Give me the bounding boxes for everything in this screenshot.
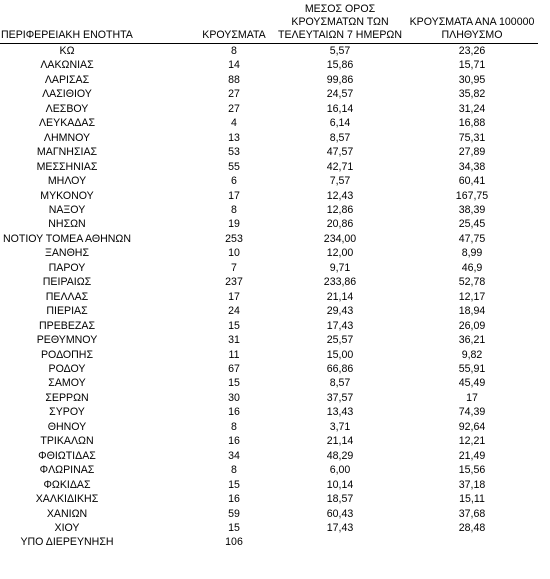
table-row: [0, 145, 538, 159]
cell-per100k: 31,24: [458, 102, 486, 115]
cell-avg7: 18,57: [326, 493, 354, 506]
cell-avg7: 5,57: [329, 45, 351, 57]
cell-region: ΚΩ: [59, 45, 75, 57]
cell-per100k: 27,89: [458, 146, 486, 159]
table-row: [0, 463, 538, 477]
cell-cases: 11: [228, 348, 240, 361]
cell-cases: 15: [228, 377, 240, 390]
table-row: [0, 333, 538, 347]
cell-avg7: 12,86: [326, 203, 354, 216]
column-header-per100k-line-1: ΚΡΟΥΣΜΑΤΑ ΑΝΑ 100000: [409, 16, 535, 28]
cell-avg7: 17,43: [326, 319, 354, 332]
cell-per100k: 45,49: [458, 377, 486, 390]
cell-per100k: 17: [466, 391, 478, 404]
cell-avg7: 8,57: [329, 377, 351, 390]
cell-region: ΜΗΛΟΥ: [47, 175, 87, 188]
table-row: [0, 304, 538, 318]
cell-per100k: 12,17: [458, 290, 486, 303]
cell-avg7: 16,14: [326, 102, 354, 115]
cell-region: ΧΑΛΚΙΔΙΚΗΣ: [35, 493, 99, 506]
cell-per100k: 52,78: [458, 276, 486, 289]
cell-region: ΛΑΣΙΘΙΟΥ: [42, 88, 92, 101]
cell-region: ΣΑΜΟΥ: [48, 377, 86, 390]
cell-avg7: 99,86: [326, 73, 354, 86]
column-header-avg7-line-2: ΚΡΟΥΣΜΑΤΩΝ ΤΩΝ: [291, 16, 389, 28]
table-row: [0, 376, 538, 390]
cell-region: ΛΕΣΒΟΥ: [45, 102, 89, 115]
cell-per100k: 37,18: [458, 478, 486, 491]
cell-avg7: 25,57: [326, 334, 354, 347]
cell-per100k: 15,11: [459, 493, 485, 506]
table-header: [0, 1, 538, 44]
cell-avg7: 21,14: [326, 435, 354, 448]
cell-cases: 8: [231, 203, 237, 216]
cell-region: ΣΥΡΟΥ: [49, 406, 85, 419]
cell-per100k: 18,94: [458, 305, 486, 318]
cell-region: ΠΕΙΡΑΙΩΣ: [42, 276, 92, 289]
cell-region: ΛΑΚΩΝΙΑΣ: [40, 59, 94, 72]
column-header-cases-line: ΚΡΟΥΣΜΑΤΑ: [202, 29, 266, 41]
cell-avg7: 10,14: [326, 478, 354, 491]
cell-region: ΠΙΕΡΙΑΣ: [46, 305, 88, 318]
cell-per100k: 167,75: [455, 189, 489, 202]
cell-region: ΝΑΞΟΥ: [48, 203, 86, 216]
cell-per100k: 28,48: [458, 521, 486, 534]
cell-per100k: 55,91: [458, 362, 486, 375]
cell-region: ΜΑΓΝΗΣΙΑΣ: [36, 146, 98, 159]
cell-cases: 7: [231, 261, 237, 274]
cell-avg7: 12,00: [326, 247, 354, 260]
cell-avg7: 234,00: [323, 232, 357, 245]
table-row: [0, 319, 538, 333]
cell-avg7: 42,71: [326, 160, 354, 173]
cell-cases: 16: [228, 406, 240, 419]
cell-per100k: 37,68: [458, 507, 486, 520]
table-row: [0, 535, 538, 549]
cell-cases: 34: [228, 449, 240, 462]
cell-avg7: 29,43: [326, 305, 354, 318]
table-row: [0, 232, 538, 246]
cell-avg7: 15,86: [326, 59, 354, 72]
column-header-per100k: [406, 1, 538, 44]
cell-per100k: 60,41: [458, 175, 486, 188]
cell-per100k: 92,64: [458, 420, 486, 433]
cell-per100k: 23,26: [458, 45, 486, 57]
cell-per100k: 36,21: [458, 334, 486, 347]
cell-avg7: 12,43: [326, 189, 354, 202]
cell-cases: 27: [228, 88, 240, 101]
column-header-per100k-line-2: ΠΛΗΘΥΣΜΟ: [441, 29, 503, 41]
cell-cases: 13: [228, 131, 240, 144]
table-row: [0, 116, 538, 130]
cell-per100k: 34,38: [458, 160, 486, 173]
cell-region: ΥΠΟ ΔΙΕΡΕΥΝΗΣΗ: [20, 536, 114, 549]
cell-per100k: 15,56: [458, 464, 486, 477]
cell-cases: 24: [228, 305, 240, 318]
table-row: [0, 246, 538, 260]
cell-region: ΦΩΚΙΔΑΣ: [43, 478, 91, 491]
cell-avg7: 7,57: [329, 175, 351, 188]
table-row: [0, 492, 538, 506]
cell-region: ΛΗΜΝΟΥ: [43, 131, 91, 144]
cell-cases: 15: [228, 478, 240, 491]
cell-avg7: 17,43: [326, 521, 354, 534]
cell-per100k: 35,82: [458, 88, 486, 101]
cell-avg7: 60,43: [326, 507, 354, 520]
cell-cases: 59: [228, 507, 240, 520]
table-row: [0, 174, 538, 188]
cell-region: ΤΡΙΚΑΛΩΝ: [40, 435, 94, 448]
table-row: [0, 189, 538, 203]
cell-cases: 4: [231, 117, 237, 130]
cell-per100k: 8,99: [461, 247, 483, 260]
cell-region: ΦΛΩΡΙΝΑΣ: [39, 464, 95, 477]
cell-cases: 17: [228, 290, 240, 303]
cell-region: ΛΑΡΙΣΑΣ: [44, 73, 90, 86]
table-row: [0, 348, 538, 362]
cell-region: ΧΑΝΙΩΝ: [46, 507, 88, 520]
cell-region: ΠΡΕΒΕΖΑΣ: [39, 319, 95, 332]
cell-region: ΡΟΔΟΥ: [48, 362, 86, 375]
cell-region: ΘΗΝΟΥ: [47, 420, 87, 433]
table-row: [0, 521, 538, 535]
cell-avg7: 13,43: [326, 406, 354, 419]
table-row: [0, 362, 538, 376]
cell-avg7: 24,57: [326, 88, 354, 101]
header-row: [0, 1, 538, 44]
column-header-cases: [134, 1, 274, 44]
cell-cases: 17: [228, 189, 240, 202]
cell-per100k: 9,82: [461, 348, 483, 361]
cell-region: ΧΙΟΥ: [54, 521, 80, 534]
cell-avg7: 8,57: [329, 131, 351, 144]
cell-region: ΜΥΚΟΝΟΥ: [40, 189, 94, 202]
cell-cases: 106: [225, 536, 243, 549]
table-row: [0, 73, 538, 87]
cell-avg7: 66,86: [326, 362, 354, 375]
cell-cases: 8: [231, 464, 237, 477]
cell-per100k: 74,39: [458, 406, 486, 419]
table-row: [0, 261, 538, 275]
cell-per100k: 25,45: [458, 218, 486, 231]
regional-cases-table: [0, 1, 538, 550]
table-row: [0, 203, 538, 217]
cell-per100k: 75,31: [458, 131, 486, 144]
cell-cases: 14: [228, 59, 240, 72]
cell-cases: 8: [231, 45, 237, 57]
column-header-avg7-line-3: ΤΕΛΕΥΤΑΙΩΝ 7 ΗΜΕΡΩΝ: [278, 29, 402, 41]
cell-cases: 30: [228, 391, 240, 404]
cell-cases: 237: [225, 276, 243, 289]
cell-region: ΦΘΙΩΤΙΔΑΣ: [38, 449, 96, 462]
table-row: [0, 87, 538, 101]
cell-cases: 16: [228, 435, 240, 448]
cell-cases: 16: [228, 493, 240, 506]
table-row: [0, 449, 538, 463]
cell-per100k: 16,88: [458, 117, 486, 130]
cell-cases: 15: [228, 521, 240, 534]
cell-cases: 15: [228, 319, 240, 332]
cell-avg7: 21,14: [326, 290, 354, 303]
cell-cases: 19: [228, 218, 240, 231]
cell-cases: 53: [228, 146, 240, 159]
cell-avg7: 233,86: [323, 276, 357, 289]
cell-per100k: 21,49: [458, 449, 486, 462]
cell-avg7: 3,71: [329, 420, 351, 433]
cell-cases: 10: [228, 247, 240, 260]
cell-cases: 55: [228, 160, 240, 173]
cell-avg7: 20,86: [326, 218, 354, 231]
table-row: [0, 478, 538, 492]
cell-per100k: 46,9: [461, 261, 483, 274]
cell-avg7: 15,00: [326, 348, 354, 361]
table-row: [0, 131, 538, 145]
cell-region: ΠΕΛΛΑΣ: [45, 290, 89, 303]
cell-per100k: 12,21: [458, 435, 486, 448]
cell-avg7: 6,14: [329, 117, 351, 130]
column-header-avg7-line-1: ΜΕΣΟΣ ΟΡΟΣ: [304, 3, 376, 15]
cell-cases: 8: [231, 420, 237, 433]
cell-avg7: 47,57: [326, 146, 354, 159]
cell-per100k: 26,09: [458, 319, 486, 332]
table-row: [0, 420, 538, 434]
cell-region: ΛΕΥΚΑΔΑΣ: [38, 117, 96, 130]
cell-cases: 67: [228, 362, 240, 375]
cell-region: ΠΑΡΟΥ: [48, 261, 86, 274]
cell-avg7: 37,57: [326, 391, 354, 404]
table-row: [0, 160, 538, 174]
cell-region: ΣΕΡΡΩΝ: [45, 391, 89, 404]
cell-region: ΡΕΘΥΜΝΟΥ: [36, 334, 98, 347]
cell-cases: 6: [231, 175, 237, 188]
table-row: [0, 290, 538, 304]
column-header-avg7: [274, 1, 406, 44]
cell-per100k: 47,75: [458, 232, 486, 245]
cell-avg7: 9,71: [329, 261, 351, 274]
cell-per100k: 38,39: [458, 203, 486, 216]
table-row: [0, 275, 538, 289]
table-row: [0, 44, 538, 59]
cell-cases: 27: [228, 102, 240, 115]
cell-region: ΝΗΣΩΝ: [48, 218, 86, 231]
cell-region: ΞΑΝΘΗΣ: [44, 247, 90, 260]
cell-avg7: 6,00: [329, 464, 351, 477]
table-body: [0, 44, 538, 550]
cell-region: ΝΟΤΙΟΥ ΤΟΜΕΑ ΑΘΗΝΩΝ: [2, 232, 132, 245]
cell-region: ΡΟΔΟΠΗΣ: [40, 348, 94, 361]
column-header-region: [0, 1, 134, 44]
cell-cases: 31: [228, 334, 240, 347]
cell-per100k: 30,95: [458, 73, 486, 86]
table-row: [0, 58, 538, 72]
cell-per100k: [406, 535, 538, 549]
column-header-region-line: ΠΕΡΙΦΕΡΕΙΑΚΗ ΕΝΟΤΗΤΑ: [1, 29, 133, 41]
table-row: [0, 391, 538, 405]
cell-per100k: 15,71: [458, 59, 486, 72]
table-row: [0, 102, 538, 116]
table-row: [0, 507, 538, 521]
cell-region: ΜΕΣΣΗΝΙΑΣ: [36, 160, 98, 173]
table-row: [0, 405, 538, 419]
table-row: [0, 434, 538, 448]
cell-avg7: 48,29: [326, 449, 354, 462]
cell-avg7: [274, 535, 406, 549]
cell-cases: 253: [225, 232, 243, 245]
cell-cases: 88: [228, 73, 240, 86]
table-row: [0, 217, 538, 231]
